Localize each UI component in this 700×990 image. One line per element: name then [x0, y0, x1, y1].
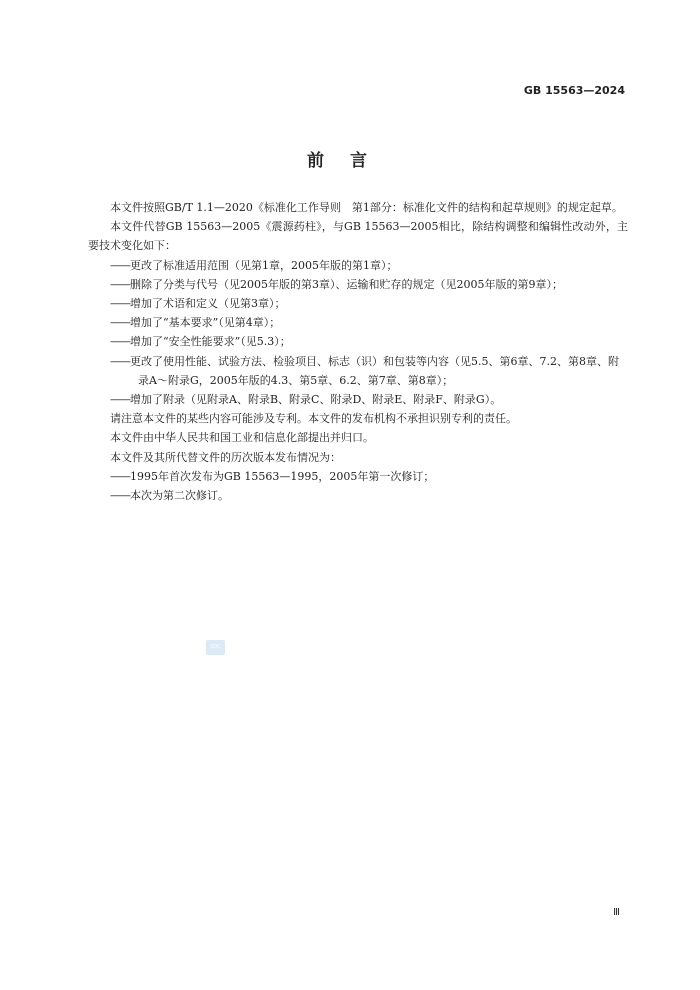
list-item-text: 增加了“基本要求”（见第4章）； — [130, 316, 281, 330]
page-number: Ⅲ — [613, 907, 620, 918]
paragraph-patent-notice: 请注意本文件的某些内容可能涉及专利。本文件的发布机构不承担识别专利的责任。 — [110, 412, 517, 426]
list-item — [110, 332, 628, 351]
changes-list — [88, 256, 628, 410]
paragraph-proposer: 本文件由中华人民共和国工业和信息化部提出并归口。 — [110, 431, 374, 445]
paragraph-history-intro: 本文件及其所代替文件的历次版本发布情况为： — [110, 450, 341, 464]
paragraph-drafting-basis: 本文件按照GB/T 1.1—2020《标准化工作导则 第1部分：标准化文件的结构和起草规则》的规定起草。 — [110, 201, 623, 214]
dash-marker: —— — [110, 393, 130, 407]
dash-marker: —— — [110, 297, 130, 311]
list-item-text: 增加了“安全性能要求”（见5.3）； — [130, 335, 291, 349]
list-item-text: 更改了使用性能、试验方法、检验项目、标志（识）和包装等内容（见5.5、第6章、7.2、第8章、附录A～附录G，2005年版的4.3、第5章、6.2、第7章、第8章）； — [130, 354, 619, 387]
list-item — [110, 486, 628, 505]
list-item-text: 更改了标准适用范围（见第1章，2005年版的第1章）； — [130, 258, 398, 272]
dash-marker: —— — [110, 469, 130, 483]
list-item-text: 本次为第二次修订。 — [130, 489, 229, 503]
list-item-text: 1995年首次发布为GB 15563—1995，2005年第一次修订； — [130, 469, 435, 483]
list-item — [110, 275, 628, 294]
list-item-text: 增加了术语和定义（见第3章）； — [130, 297, 286, 311]
list-item — [110, 313, 628, 332]
watermark-logo: SDC — [206, 640, 225, 655]
list-item — [110, 294, 628, 313]
history-list — [88, 467, 628, 505]
dash-marker: —— — [110, 316, 130, 330]
dash-marker: —— — [110, 489, 130, 503]
dash-marker: —— — [110, 258, 130, 272]
list-item — [110, 390, 628, 409]
list-item — [110, 352, 628, 390]
paragraph-replacement: 本文件代替GB 15563—2005《震源药柱》，与GB 15563—2005相比，除结构调整和编辑性改动外，主要技术变化如下： — [88, 220, 628, 253]
standard-code: GB 15563—2024 — [523, 84, 625, 97]
document-body — [88, 198, 628, 505]
dash-marker: —— — [110, 354, 130, 368]
dash-marker: —— — [110, 335, 130, 349]
list-item — [110, 256, 628, 275]
page-title: 前言 — [307, 151, 393, 171]
list-item — [110, 467, 628, 486]
list-item-text: 增加了附录（见附录A、附录B、附录C、附录D、附录E、附录F、附录G）。 — [130, 393, 502, 407]
dash-marker: —— — [110, 277, 130, 291]
list-item-text: 删除了分类与代号（见2005年版的第3章）、运输和贮存的规定（见2005年版的第9章）； — [130, 277, 563, 291]
